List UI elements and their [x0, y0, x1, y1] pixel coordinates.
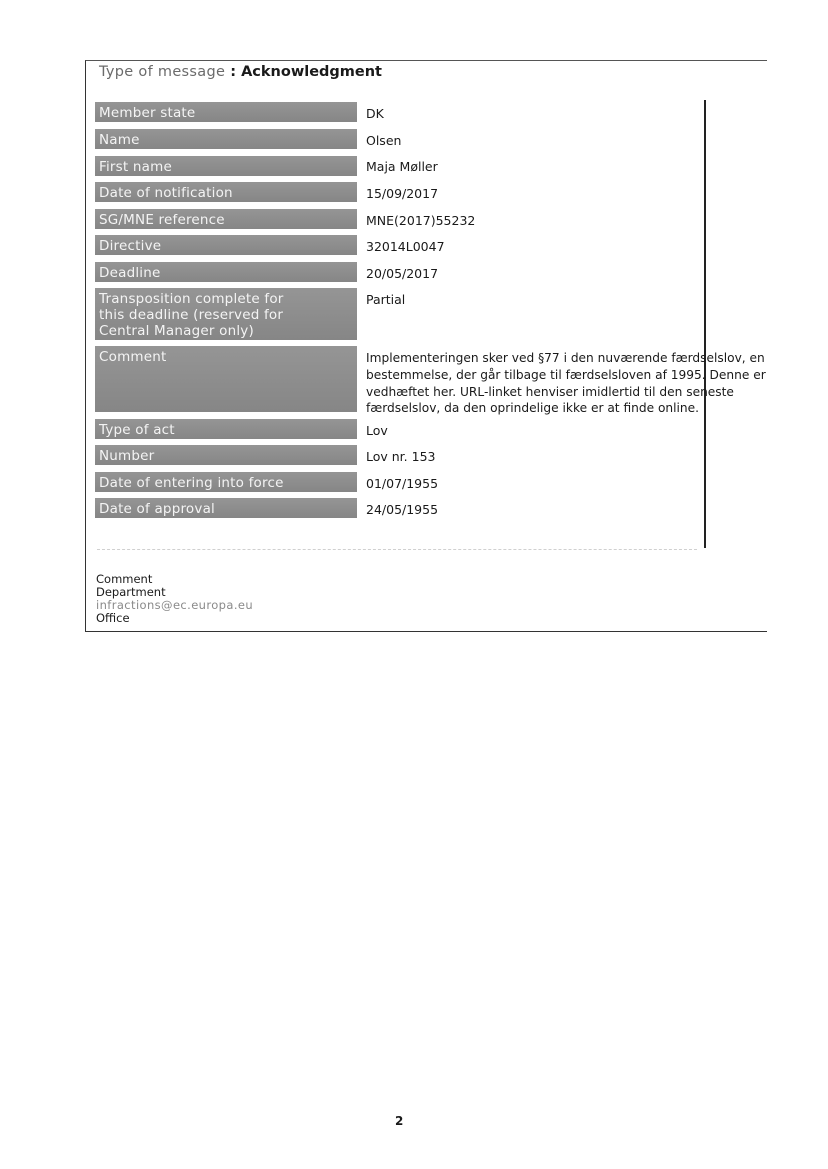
page-number: 2	[395, 1114, 404, 1128]
value-number: Lov nr. 153	[366, 449, 436, 464]
label-transposition-line-2: this deadline (reserved for	[99, 307, 284, 323]
value-first-name: Maja Møller	[366, 159, 438, 174]
label-transposition-complete	[95, 288, 357, 340]
value-date-of-approval: 24/05/1955	[366, 502, 439, 517]
value-name: Olsen	[366, 133, 402, 148]
value-date-of-notification: 15/09/2017	[366, 186, 439, 201]
label-date-of-notification: Date of notification	[95, 182, 357, 202]
value-transposition-complete: Partial	[366, 292, 406, 307]
label-date-of-entering-into-force: Date of entering into force	[95, 472, 357, 492]
value-deadline: 20/05/2017	[366, 266, 439, 281]
label-number: Number	[95, 445, 357, 465]
label-member-state: Member state	[95, 102, 357, 122]
value-member-state: DK	[366, 106, 384, 121]
message-type-value: Acknowledgment	[241, 64, 382, 80]
footer-office: Office	[96, 611, 130, 625]
label-comment: Comment	[95, 346, 357, 412]
comment-line-1: Implementeringen sker ved §77 i den nuværende færdselslov, en	[366, 351, 765, 365]
section-divider	[97, 549, 697, 550]
value-type-of-act: Lov	[366, 423, 388, 438]
comment-line-2: bestemmelse, der går tilbage til færdselsloven af 1995. Denne er	[366, 367, 766, 382]
column-divider	[704, 100, 706, 548]
message-type-label: Type of message	[99, 64, 226, 80]
label-date-of-approval: Date of approval	[95, 498, 357, 518]
label-directive: Directive	[95, 235, 357, 255]
comment-line-4: færdselslov, da den oprindelige ikke er at finde online.	[366, 401, 700, 416]
value-directive: 32014L0047	[366, 239, 445, 254]
label-name: Name	[95, 129, 357, 149]
label-deadline: Deadline	[95, 262, 357, 282]
value-sg-mne-reference: MNE(2017)55232	[366, 213, 476, 228]
value-date-of-entering-into-force: 01/07/1955	[366, 476, 439, 491]
label-sg-mne-reference: SG/MNE reference	[95, 209, 357, 229]
message-type-separator: :	[225, 64, 242, 80]
value-comment	[366, 350, 776, 417]
comment-line-3: vedhæftet her. URL-linket henviser imidlertid til den seneste	[366, 384, 734, 399]
footer-email: infractions@ec.europa.eu	[96, 598, 254, 612]
label-type-of-act: Type of act	[95, 419, 357, 439]
footer-department: Department	[96, 585, 166, 599]
label-first-name: First name	[95, 156, 357, 176]
label-transposition-line-3: Central Manager only)	[99, 323, 254, 339]
label-transposition-line-1: Transposition complete for	[99, 291, 284, 307]
message-type-heading	[99, 64, 382, 80]
footer-comment: Comment	[96, 572, 153, 586]
